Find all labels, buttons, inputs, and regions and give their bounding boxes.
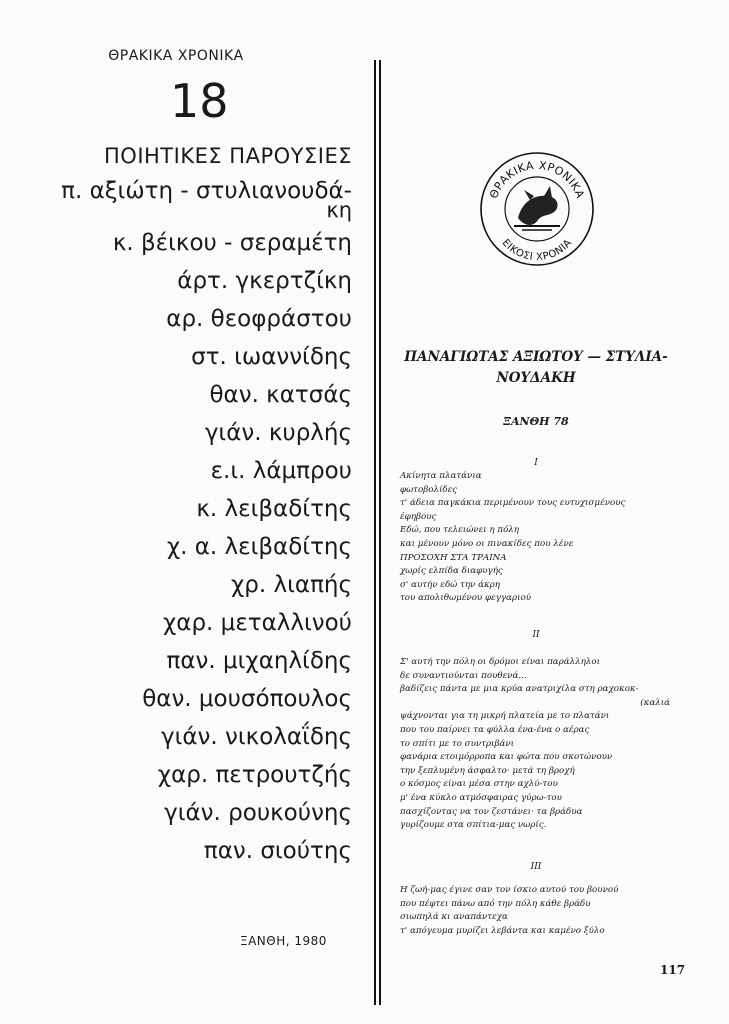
seal-emblem-icon: [514, 186, 560, 230]
poem-line: το σπίτι με το συντριβάνι: [400, 738, 515, 749]
journal-seal-logo: [478, 150, 596, 268]
section-title: ΠΟΙΗΤΙΚΕΣ ΠΑΡΟΥΣΙΕΣ: [104, 144, 352, 168]
issue-number: 18: [170, 74, 229, 128]
contributor-name: παν. μιχαηλίδης: [166, 648, 352, 674]
poem-author-line: ΝΟΥΔΑΚΗ: [496, 370, 576, 386]
journal-title: ΘΡΑΚΙΚΑ ΧΡΟΝΙΚΑ: [108, 48, 244, 64]
poem-line: και μένουν μόνο οι πινακίδες που λένε: [400, 538, 574, 549]
contributor-name: ε.ι. λάμπρου: [210, 458, 352, 484]
place-date: ΞΑΝΘΗ, 1980: [240, 934, 327, 948]
poem-line: την ξεπλυμένη άσφαλτο· μετά τη βροχή: [400, 765, 575, 776]
poem-line: τ' απόγευμα μυρίζει λεβάντα και καμένο ξύλο: [400, 925, 605, 936]
poem-line: Εδώ, που τελειώνει η πόλη: [400, 525, 520, 536]
seal-bottom-text: ΕΙΚΟΣΙ ΧΡΟΝΙΑ: [499, 237, 575, 264]
contributor-name: γιάν. κυρλής: [204, 420, 352, 446]
poem-line: Η ζωή-μας έγινε σαν τον ίσκιο αυτού του βουνού: [400, 885, 619, 895]
contributor-name: χαρ. μεταλλινού: [163, 610, 352, 636]
poem-line: πασχίζοντας να τον ζεστάνει· τα βράδυα: [400, 806, 583, 817]
section-numeral: I: [534, 458, 538, 468]
poem-line: Σ' αυτή την πόλη οι δρόμοι είναι παράλληλοι: [400, 657, 600, 667]
poem-author-line: ΠΑΝΑΓΙΩΤΑΣ ΑΞΙΩΤΟΥ — ΣΤΥΛΙΑ-: [404, 349, 668, 365]
contributor-name: π. αξιώτη - στυλιανουδά-: [61, 178, 352, 204]
section-numeral: III: [530, 862, 542, 872]
poem-line: χωρίς ελπίδα διαφυγής: [400, 566, 503, 577]
poem-line: που του παίρνει τα φύλλα ένα-ένα ο αέρας: [400, 724, 590, 735]
poem-line: που πέφτει πάνω από την πόλη κάθε βράδυ: [400, 898, 591, 909]
seal-top-text: ΘΡΑΚΙΚΑ ΧΡΟΝΙΚΑ: [487, 158, 587, 201]
poem-line: του απολιθωμένου φεγγαριού: [400, 593, 531, 604]
contributor-name: αρ. θεοφράστου: [166, 306, 352, 332]
poem-line: φανάρια ετοιμόρροπα και φώτα που σκοτώνουν: [400, 752, 613, 763]
contributor-name: θαν. κατσάς: [209, 382, 352, 408]
contributor-name: άρτ. γκερτζίκη: [177, 268, 352, 294]
contributor-name: στ. ιωαννίδης: [191, 344, 352, 370]
poem-line: ΠΡΟΣΟΧΗ ΣΤΑ ΤΡΑΙΝΑ: [400, 552, 507, 563]
poem-line: φωτοβολίδες: [400, 484, 458, 495]
contributor-name: χαρ. πετρουτζής: [157, 762, 352, 788]
poem-line: σιωπηλά κι αναπάντεχα: [400, 912, 508, 923]
poem-author-heading: [386, 347, 686, 389]
contributors-list: [12, 178, 352, 864]
page-number: 117: [660, 963, 686, 977]
poem-line: ο κόσμος είναι μέσα στην αχλύ-του: [400, 779, 558, 790]
poem-line: σ' αυτήν εδώ την άκρη: [400, 579, 500, 590]
poem-line: έφηβους: [400, 511, 437, 522]
contributor-name: χ. α. λειβαδίτης: [166, 534, 352, 560]
column-divider: [374, 60, 376, 1005]
contributor-name: γιάν. νικολαΐδης: [161, 724, 352, 750]
poem-line: δε συναντιούνται πουθενά...: [400, 670, 527, 681]
contributor-name: γιάν. ρουκούνης: [164, 800, 352, 826]
poem-stanza: [400, 470, 670, 606]
poem-stanza: [400, 656, 670, 833]
contributor-name: χρ. λιαπής: [231, 572, 352, 598]
poem-line: γυρίζουμε στα σπίτια-μας νωρίς.: [400, 820, 547, 831]
contributor-name: παν. σιούτης: [203, 838, 352, 864]
contributor-name: κ. βέικου - σεραμέτη: [112, 230, 352, 256]
poem-line: μ' ένα κύκλο ατμόσφαιρας γύρω-του: [400, 792, 562, 803]
poem-line: βαδίζεις πάντα με μια κρύα ανατριχίλα στη ραχοκοκ-: [400, 684, 639, 695]
poem-stanza: [400, 884, 670, 938]
section-numeral: II: [532, 630, 540, 640]
poem-line: ψάχνονται για τη μικρή πλατεία με το πλατάνι: [400, 711, 610, 722]
contributor-name: κη: [326, 198, 352, 222]
contributor-name: κ. λειβαδίτης: [196, 496, 352, 522]
poem-line: Ακίνητα πλατάνια: [400, 471, 482, 481]
contributor-name: θαν. μουσόπουλος: [142, 686, 352, 712]
poem-line: τ' άδεια παγκάκια περιμένουν τους ευτυχισμένους: [400, 498, 626, 509]
poem-place: ΞΑΝΘΗ 78: [503, 415, 569, 428]
poem-line: (καλιά: [640, 697, 670, 708]
column-divider: [379, 60, 381, 1005]
